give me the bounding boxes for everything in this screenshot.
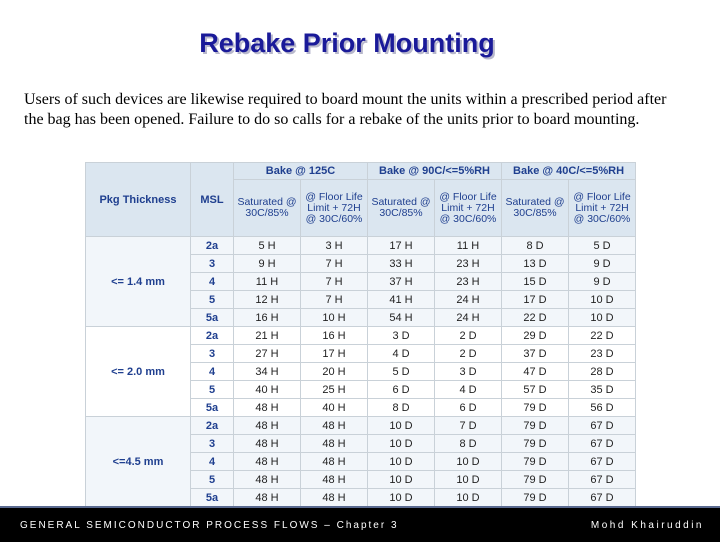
bake-time-cell: 10 D (368, 471, 435, 489)
bake-time-cell: 79 D (502, 417, 569, 435)
subheader-saturated: Saturated @ 30C/85% (502, 180, 569, 237)
bake-time-cell: 10 D (569, 291, 636, 309)
bake-time-cell: 5 D (569, 237, 636, 255)
bake-time-cell: 27 H (234, 345, 301, 363)
bake-time-cell: 57 D (502, 381, 569, 399)
intro-paragraph: Users of such devices are likewise required to board mount the units within a prescribed period after the bag has been opened. Failure to do so calls for a rebake of the units prior to board mounting. (24, 91, 667, 128)
bake-time-cell: 23 H (435, 273, 502, 291)
msl-cell: 2a (191, 417, 234, 435)
msl-cell: 3 (191, 255, 234, 273)
bake-time-cell: 2 D (435, 345, 502, 363)
bake-time-cell: 11 H (234, 273, 301, 291)
bake-time-cell: 24 H (435, 291, 502, 309)
bake-time-cell: 3 D (368, 327, 435, 345)
bake-time-cell: 33 H (368, 255, 435, 273)
bake-time-cell: 9 H (234, 255, 301, 273)
bake-time-cell: 40 H (301, 399, 368, 417)
header-bake-90c: Bake @ 90C/<=5%RH (368, 163, 502, 180)
bake-time-cell: 3 D (435, 363, 502, 381)
bake-time-cell: 21 H (234, 327, 301, 345)
bake-time-cell: 67 D (569, 471, 636, 489)
bake-time-cell: 22 D (569, 327, 636, 345)
footer-author: Mohd Khairuddin (590, 520, 704, 531)
bake-time-cell: 10 H (301, 309, 368, 327)
bake-time-cell: 79 D (502, 435, 569, 453)
table-row (86, 237, 636, 255)
bake-time-cell: 48 H (234, 399, 301, 417)
msl-cell: 5a (191, 489, 234, 507)
bake-time-cell: 29 D (502, 327, 569, 345)
bake-time-cell: 67 D (569, 417, 636, 435)
bake-time-cell: 41 H (368, 291, 435, 309)
msl-cell: 4 (191, 363, 234, 381)
subheader-saturated: Saturated @ 30C/85% (234, 180, 301, 237)
rebake-table (85, 162, 636, 507)
bake-time-cell: 8 D (368, 399, 435, 417)
msl-cell: 5 (191, 381, 234, 399)
bake-time-cell: 48 H (234, 471, 301, 489)
bake-time-cell: 6 D (368, 381, 435, 399)
bake-time-cell: 20 H (301, 363, 368, 381)
bake-time-cell: 48 H (234, 435, 301, 453)
bake-time-cell: 37 D (502, 345, 569, 363)
bake-time-cell: 10 D (435, 453, 502, 471)
header-bake-125c: Bake @ 125C (234, 163, 368, 180)
bake-time-cell: 22 D (502, 309, 569, 327)
msl-cell: 5 (191, 291, 234, 309)
subheader-floor-life: @ Floor Life Limit + 72H @ 30C/60% (301, 180, 368, 237)
bake-time-cell: 10 D (368, 489, 435, 507)
table-row (86, 417, 636, 435)
bake-time-cell: 48 H (234, 489, 301, 507)
bake-time-cell: 40 H (234, 381, 301, 399)
bake-time-cell: 48 H (301, 489, 368, 507)
bake-time-cell: 8 D (435, 435, 502, 453)
bake-time-cell: 10 D (569, 309, 636, 327)
bake-time-cell: 35 D (569, 381, 636, 399)
bake-time-cell: 48 H (301, 417, 368, 435)
pkg-thickness-cell: <= 1.4 mm (86, 237, 191, 327)
bake-time-cell: 48 H (234, 417, 301, 435)
bake-time-cell: 17 D (502, 291, 569, 309)
bake-time-cell: 4 D (435, 381, 502, 399)
bake-time-cell: 2 D (435, 327, 502, 345)
table-body (86, 237, 636, 507)
bake-time-cell: 10 D (435, 471, 502, 489)
bake-time-cell: 10 D (435, 489, 502, 507)
subheader-floor-life: @ Floor Life Limit + 72H @ 30C/60% (435, 180, 502, 237)
bake-time-cell: 5 H (234, 237, 301, 255)
bake-time-cell: 10 D (368, 417, 435, 435)
bake-time-cell: 79 D (502, 471, 569, 489)
bake-time-cell: 17 H (368, 237, 435, 255)
bake-time-cell: 7 H (301, 273, 368, 291)
bake-time-cell: 48 H (301, 435, 368, 453)
bake-time-cell: 6 D (435, 399, 502, 417)
pkg-thickness-cell: <= 2.0 mm (86, 327, 191, 417)
bake-time-cell: 7 H (301, 291, 368, 309)
bake-time-cell: 9 D (569, 255, 636, 273)
bake-time-cell: 16 H (301, 327, 368, 345)
msl-cell: 3 (191, 435, 234, 453)
bake-time-cell: 10 D (368, 435, 435, 453)
bake-time-cell: 7 D (435, 417, 502, 435)
bake-time-cell: 54 H (368, 309, 435, 327)
msl-cell: 5a (191, 399, 234, 417)
bake-time-cell: 37 H (368, 273, 435, 291)
bake-time-cell: 11 H (435, 237, 502, 255)
bake-time-cell: 8 D (502, 237, 569, 255)
bake-time-cell: 56 D (569, 399, 636, 417)
bake-time-cell: 13 D (502, 255, 569, 273)
slide-title: Rebake Prior Mounting (199, 28, 495, 58)
bake-time-cell: 15 D (502, 273, 569, 291)
bake-time-cell: 17 H (301, 345, 368, 363)
bake-time-cell: 25 H (301, 381, 368, 399)
header-pkg-thickness: Pkg Thickness (86, 163, 191, 237)
bake-time-cell: 47 D (502, 363, 569, 381)
bake-time-cell: 16 H (234, 309, 301, 327)
bake-time-cell: 23 H (435, 255, 502, 273)
header-msl: MSL (191, 163, 234, 237)
bake-time-cell: 5 D (368, 363, 435, 381)
msl-cell: 2a (191, 237, 234, 255)
msl-cell: 4 (191, 453, 234, 471)
bake-time-cell: 67 D (569, 435, 636, 453)
bake-time-cell: 48 H (301, 471, 368, 489)
bake-time-cell: 7 H (301, 255, 368, 273)
bake-time-cell: 79 D (502, 453, 569, 471)
pkg-thickness-cell: <=4.5 mm (86, 417, 191, 507)
bake-time-cell: 10 D (368, 453, 435, 471)
rebake-table-container (85, 162, 635, 505)
bake-time-cell: 34 H (234, 363, 301, 381)
header-bake-40c: Bake @ 40C/<=5%RH (502, 163, 636, 180)
bake-time-cell: 67 D (569, 453, 636, 471)
msl-cell: 5 (191, 471, 234, 489)
msl-cell: 2a (191, 327, 234, 345)
subheader-saturated: Saturated @ 30C/85% (368, 180, 435, 237)
msl-cell: 5a (191, 309, 234, 327)
bake-time-cell: 48 H (234, 453, 301, 471)
bake-time-cell: 3 H (301, 237, 368, 255)
footer-course-title: GENERAL SEMICONDUCTOR PROCESS FLOWS – Chapter 3 (20, 520, 399, 531)
bake-time-cell: 4 D (368, 345, 435, 363)
bake-time-cell: 24 H (435, 309, 502, 327)
bake-time-cell: 23 D (569, 345, 636, 363)
bake-time-cell: 48 H (301, 453, 368, 471)
table-row (86, 327, 636, 345)
msl-cell: 4 (191, 273, 234, 291)
bake-time-cell: 12 H (234, 291, 301, 309)
subheader-floor-life: @ Floor Life Limit + 72H @ 30C/60% (569, 180, 636, 237)
msl-cell: 3 (191, 345, 234, 363)
bake-time-cell: 79 D (502, 399, 569, 417)
bake-time-cell: 9 D (569, 273, 636, 291)
bake-time-cell: 28 D (569, 363, 636, 381)
bake-time-cell: 67 D (569, 489, 636, 507)
bake-time-cell: 79 D (502, 489, 569, 507)
footer-bar (0, 506, 720, 542)
